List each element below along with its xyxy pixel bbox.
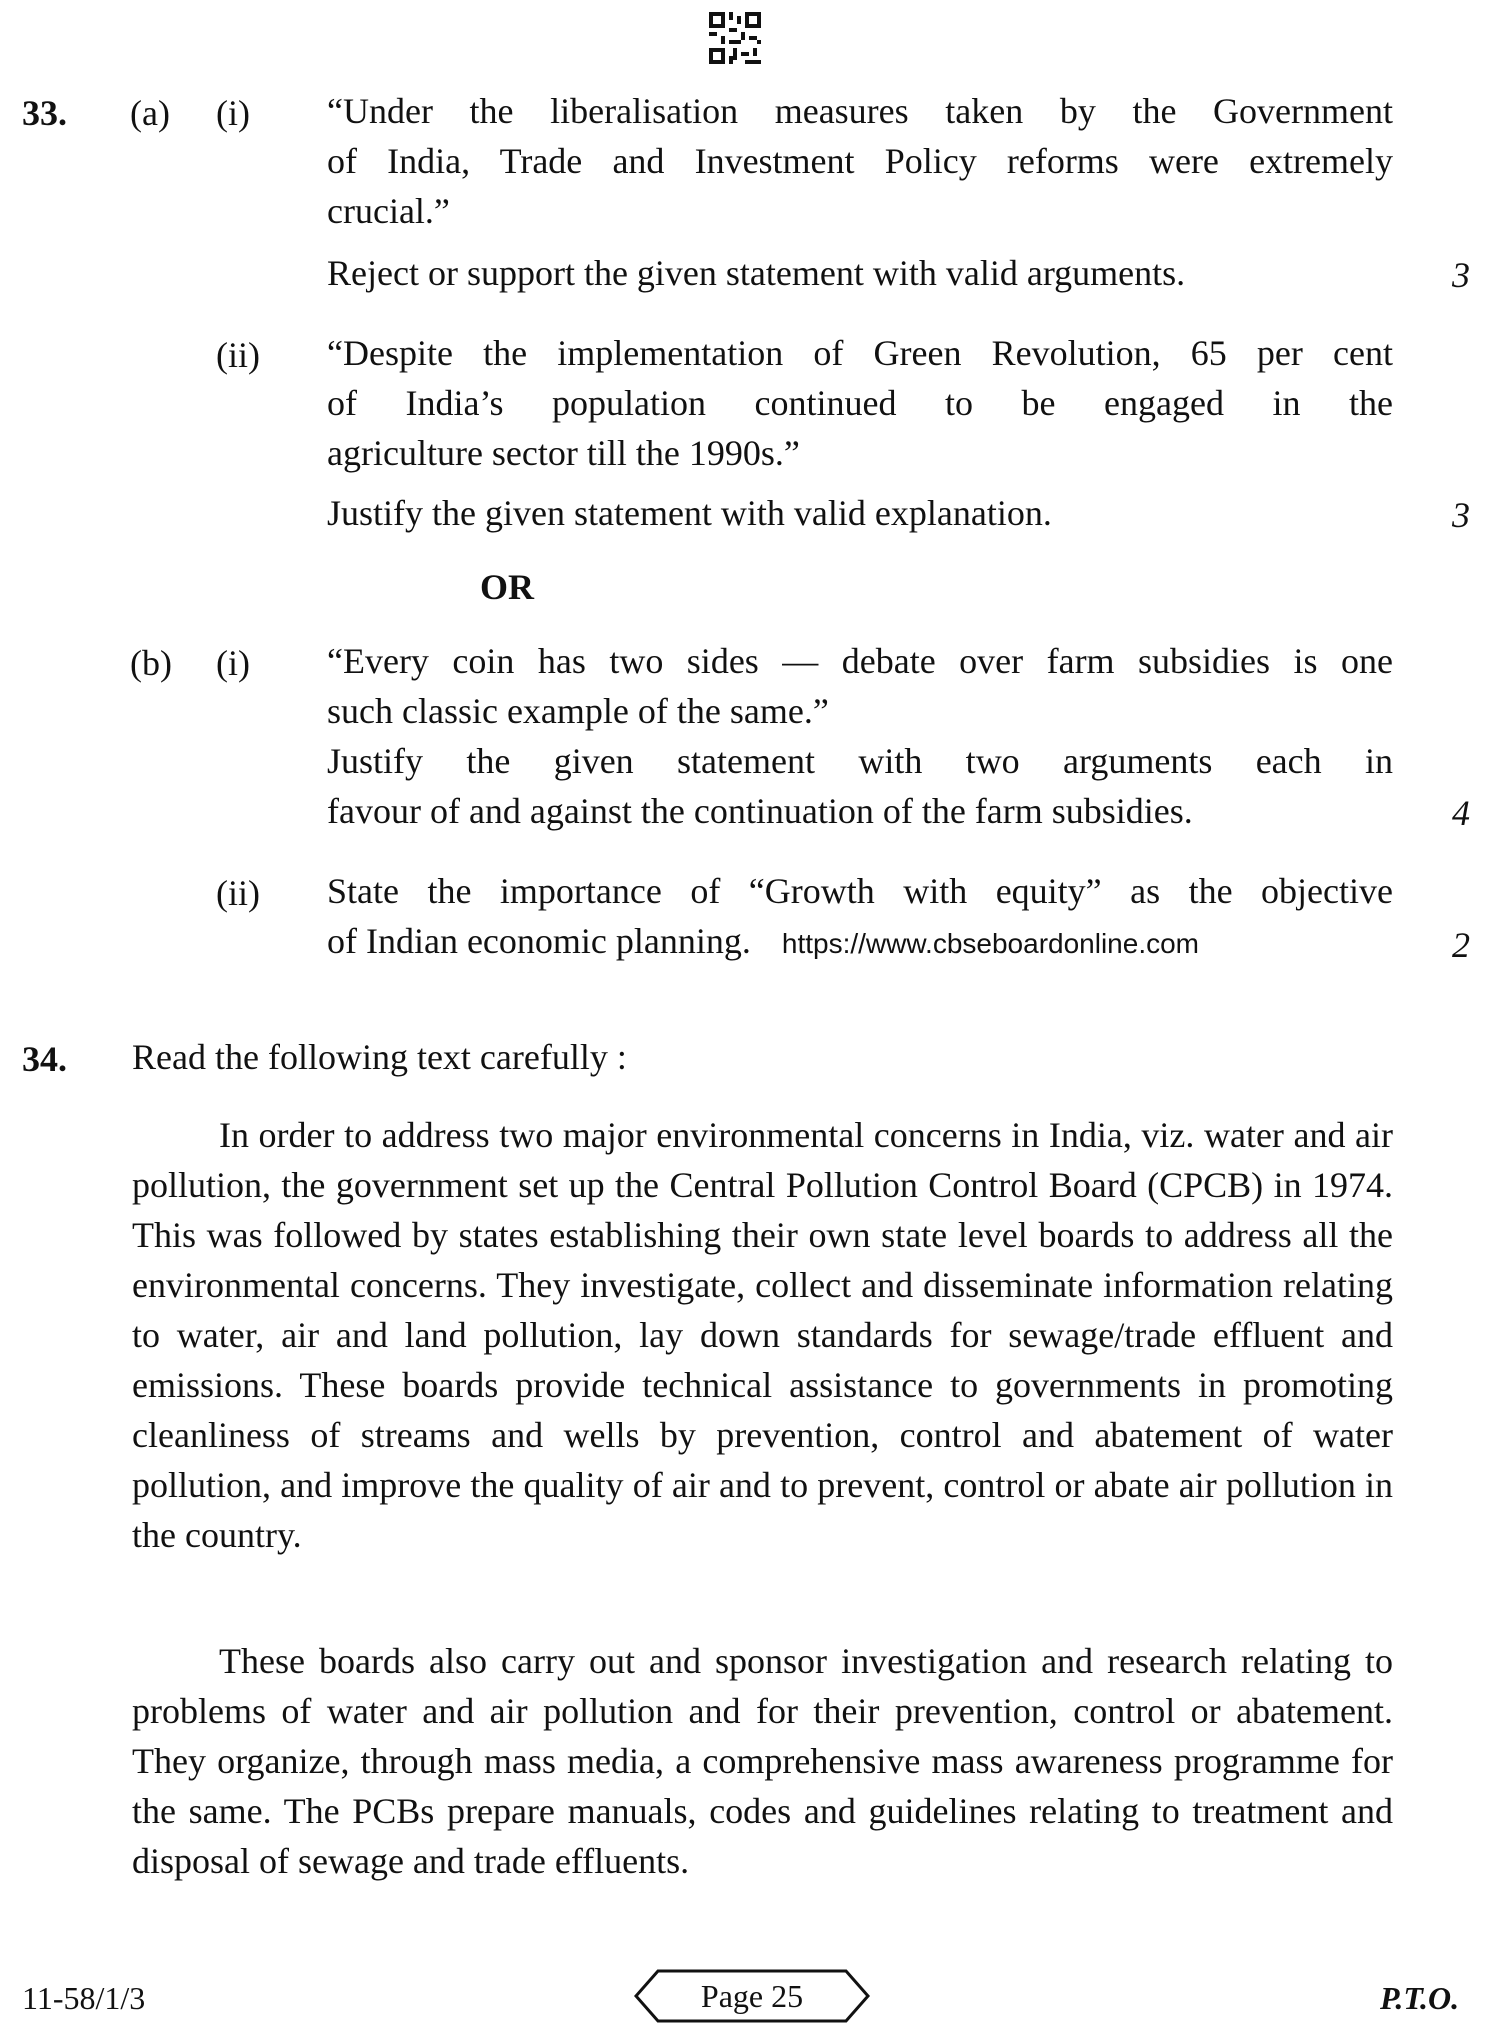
statement-line: favour of and against the continuation of the farm subsidies. [327, 791, 1193, 831]
part-b-ii-marks: 2 [1452, 925, 1470, 965]
question-number-34: 34. [22, 1039, 67, 1079]
passage-paragraph-1: In order to address two major environmental concerns in India, viz. water and air pollution, the government set up the Central Pollution Control Board (CPCB) in 1974. This was followed by states establishing their own state level boards to address all the environmental concerns. They investigate, collect and disseminate information relating to water, air and land pollution, lay down standards for sewage/trade effluent and emissions. These boards provide technical assistance to governments in promoting cleanliness of streams and wells by prevention, control and abatement of water pollution, and improve the quality of air and to prevent, control or abate air pollution in the country. [132, 1115, 1393, 1555]
statement-line: Justify the given statement with two arguments each in [327, 741, 1393, 781]
statement-line [327, 916, 1393, 969]
passage-paragraph-2: These boards also carry out and sponsor investigation and research relating to problems of water and air pollution and for their prevention, control or abatement. They organize, through mass media, a comprehensive mass awareness programme for the same. The PCBs prepare manuals, codes and guidelines relating to treatment and disposal of sewage and trade effluents. [132, 1641, 1393, 1881]
statement-line: of India, Trade and Investment Policy reforms were extremely [327, 141, 1393, 181]
part-b-i-label: (i) [216, 643, 250, 683]
qr-code-icon [709, 12, 761, 64]
statement-line: “Under the liberalisation measures taken by the Government [327, 91, 1393, 131]
statement-line: State the importance of “Growth with equity” as the objective [327, 871, 1393, 911]
statement-line: of India’s population continued to be engaged in the [327, 383, 1393, 423]
part-a-ii-label: (ii) [216, 335, 260, 375]
part-b-i-marks: 4 [1452, 793, 1470, 833]
part-b-i-statement [327, 636, 1393, 836]
statement-line: agriculture sector till the 1990s.” [327, 433, 800, 473]
or-divider: OR [480, 567, 534, 607]
statement-line: “Despite the implementation of Green Revolution, 65 per cent [327, 333, 1393, 373]
please-turn-over: P.T.O. [1380, 1980, 1460, 2016]
statement-line: such classic example of the same.” [327, 691, 829, 731]
statement-line: crucial.” [327, 191, 450, 231]
part-a-ii-marks: 3 [1452, 495, 1470, 535]
part-a-i-statement [327, 86, 1393, 236]
part-a-ii-instruction: Justify the given statement with valid explanation. [327, 493, 1052, 533]
part-a-i-marks: 3 [1452, 255, 1470, 295]
statement-line: “Every coin has two sides — debate over farm subsidies is one [327, 641, 1393, 681]
part-a-label: (a) [130, 93, 170, 133]
part-a-ii-statement [327, 328, 1393, 478]
watermark-url: https://www.cbseboardonline.com [781, 928, 1199, 959]
part-b-label: (b) [130, 643, 172, 683]
statement-line-text: of Indian economic planning. [327, 921, 751, 961]
part-b-ii-label: (ii) [216, 873, 260, 913]
part-a-i-label: (i) [216, 93, 250, 133]
part-a-i-instruction: Reject or support the given statement with valid arguments. [327, 253, 1186, 293]
page-number-badge [632, 1967, 872, 2025]
question-number-33: 33. [22, 93, 67, 133]
page-number: Page 25 [700, 1978, 804, 2014]
part-b-ii-statement [327, 866, 1393, 969]
q34-intro: Read the following text carefully : [132, 1037, 627, 1077]
paper-code: 11-58/1/3 [22, 1980, 146, 2016]
